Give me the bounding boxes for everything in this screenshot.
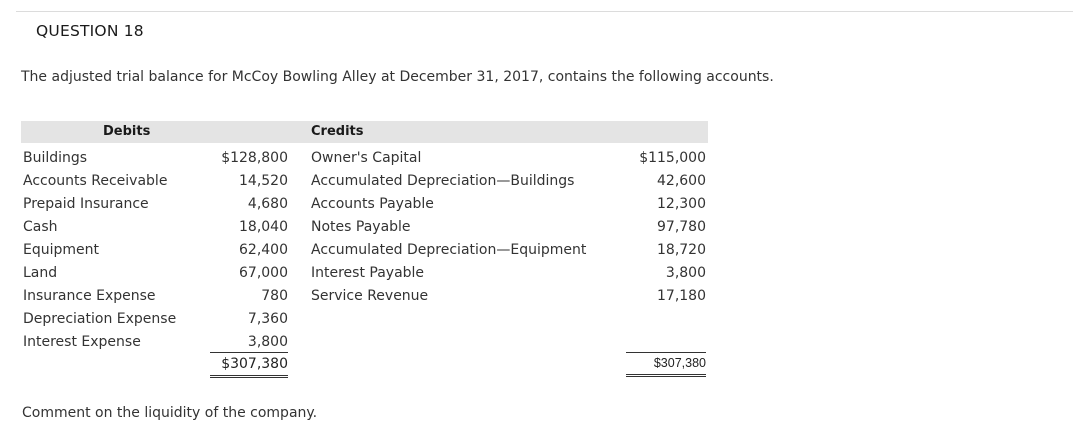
credit-account: Accumulated Depreciation—Buildings <box>311 173 575 189</box>
credit-amount: 17,180 <box>657 288 706 304</box>
debit-total: $307,380 <box>221 356 288 372</box>
question-prompt: The adjusted trial balance for McCoy Bowling Alley at December 31, 2017, contains the following accounts. <box>21 69 774 85</box>
debit-amount: 62,400 <box>239 242 288 258</box>
debit-account: Prepaid Insurance <box>23 196 149 212</box>
debit-amount: 18,040 <box>239 219 288 235</box>
credit-amount: $115,000 <box>639 150 706 166</box>
credit-account: Service Revenue <box>311 288 429 304</box>
debit-amount: $128,800 <box>221 150 288 166</box>
credit-account: Accumulated Depreciation—Equipment <box>311 242 587 258</box>
debits-header: Debits <box>103 124 151 139</box>
credit-account: Owner's Capital <box>311 150 422 166</box>
credit-amount: 12,300 <box>657 196 706 212</box>
credit-amount: 42,600 <box>657 173 706 189</box>
debit-amount: 780 <box>261 288 288 304</box>
debit-amount: 7,360 <box>247 311 288 327</box>
debit-account: Insurance Expense <box>23 288 156 304</box>
debit-account: Accounts Receivable <box>23 173 168 189</box>
debit-double-underline <box>210 375 288 376</box>
credit-account: Accounts Payable <box>311 196 434 212</box>
debit-account: Cash <box>23 219 58 235</box>
credit-amount: 3,800 <box>665 265 706 281</box>
credit-account: Interest Payable <box>311 265 425 281</box>
credit-sum-line <box>626 352 706 353</box>
debit-account: Interest Expense <box>23 334 141 350</box>
debit-amount: 67,000 <box>239 265 288 281</box>
debit-sum-line <box>210 352 288 353</box>
top-divider <box>16 11 1073 12</box>
question-title: QUESTION 18 <box>36 22 144 40</box>
debit-amount: 14,520 <box>239 173 288 189</box>
credit-double-underline <box>626 376 706 377</box>
debit-amount: 4,680 <box>247 196 288 212</box>
credit-amount: 18,720 <box>657 242 706 258</box>
debit-account: Land <box>23 265 58 281</box>
debit-account: Buildings <box>23 150 88 166</box>
debit-account: Equipment <box>23 242 99 258</box>
credit-account: Notes Payable <box>311 219 411 235</box>
credits-header: Credits <box>311 124 364 139</box>
debit-double-underline <box>210 377 288 378</box>
credit-amount: 97,780 <box>657 219 706 235</box>
comment-prompt: Comment on the liquidity of the company. <box>22 405 318 421</box>
debit-account: Depreciation Expense <box>23 311 177 327</box>
credit-total: $307,380 <box>653 356 706 370</box>
debit-amount: 3,800 <box>247 334 288 350</box>
credit-double-underline <box>626 374 706 375</box>
